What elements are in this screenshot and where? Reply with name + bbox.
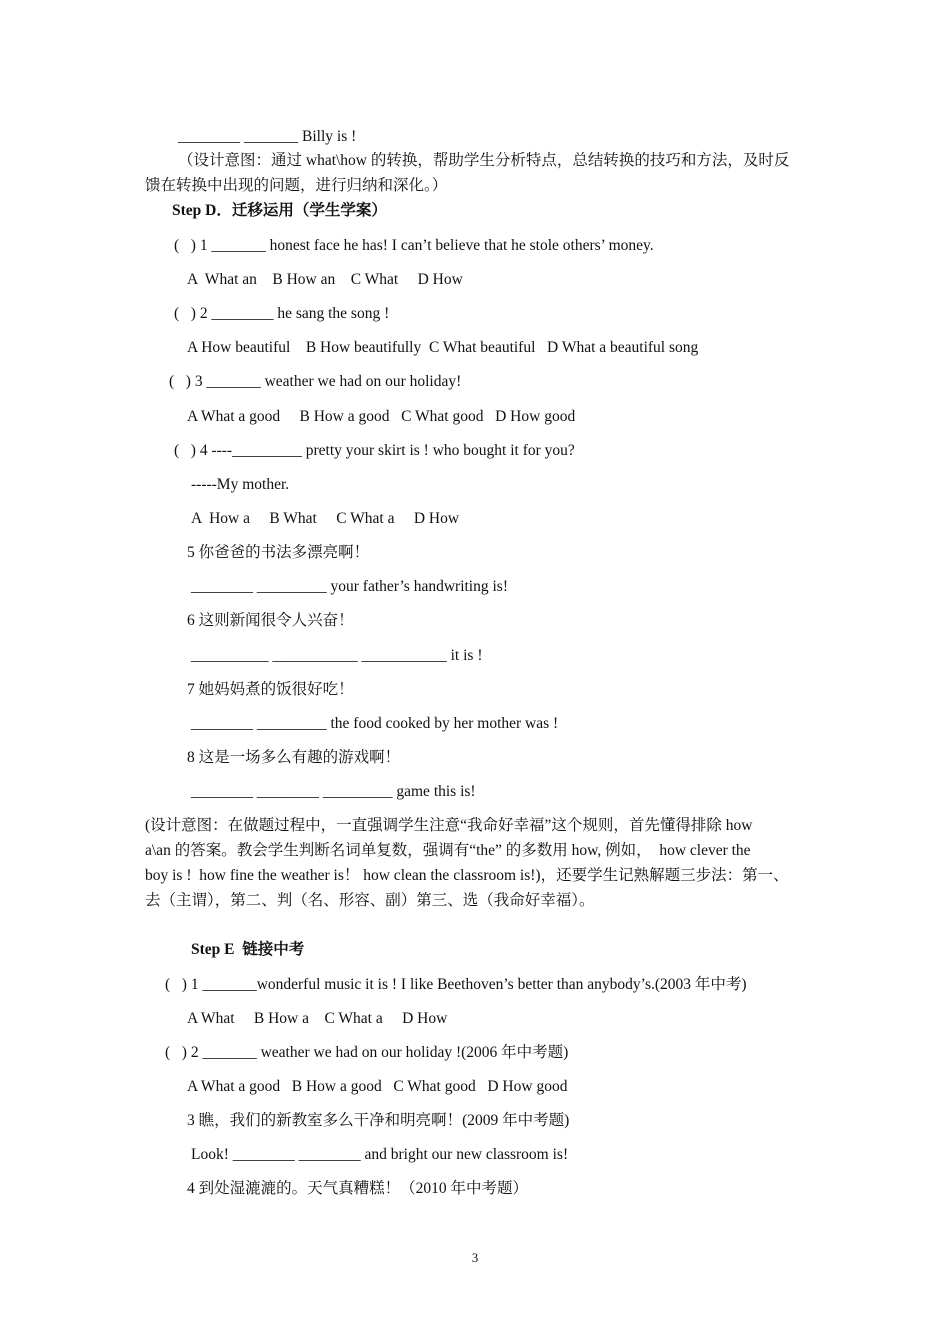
question-1: ( ) 1 _______ honest face he has! I can’t believe that he stole others’ money. xyxy=(174,237,654,254)
blank-6: __________ ___________ ___________ it is ! xyxy=(191,647,483,664)
question-3: ( ) 3 _______ weather we had on our holiday! xyxy=(169,373,462,390)
blank-8: ________ ________ _________ game this is! xyxy=(191,783,476,800)
translation-5: 5 你爸爸的书法多漂亮啊！ xyxy=(187,544,370,561)
design-intent-paragraph: a\an 的答案。教会学生判断名词单复数，强调有“the” 的多数用 how, 例如， how clever the xyxy=(145,842,751,859)
options-1: A What an B How an C What D How xyxy=(187,271,463,288)
design-intent-paragraph: boy is ! how fine the weather is！ how clean the classroom is!)，还要学生记熟解题三步法：第一、 xyxy=(145,867,789,884)
section-heading-step-d: Step D．迁移运用（学生学案） xyxy=(172,202,387,219)
exam-question-4: 4 到处湿漉漉的。天气真糟糕！（2010 年中考题） xyxy=(187,1180,529,1197)
question-4-answer: -----My mother. xyxy=(191,476,290,493)
blank-5: ________ _________ your father’s handwriting is! xyxy=(191,578,508,595)
design-intent-note: （设计意图：通过 what\how 的转换，帮助学生分析特点，总结转换的技巧和方法，及时反 xyxy=(178,152,790,169)
translation-7: 7 她妈妈煮的饭很好吃！ xyxy=(187,681,354,698)
answer-blank-line: ________ _______ Billy is ! xyxy=(178,128,357,145)
section-heading-step-e: Step E 链接中考 xyxy=(191,941,305,958)
translation-6: 6 这则新闻很令人兴奋！ xyxy=(187,612,354,629)
exam-question-3: 3 瞧，我们的新教室多么干净和明亮啊！(2009 年中考题) xyxy=(187,1112,570,1129)
exam-options-2: A What a good B How a good C What good D How good xyxy=(187,1078,568,1095)
exam-question-2: ( ) 2 _______ weather we had on our holiday !(2006 年中考题) xyxy=(165,1044,569,1061)
options-4: A How a B What C What a D How xyxy=(191,510,460,527)
exam-question-1: ( ) 1 _______wonderful music it is ! I like Beethoven’s better than anybody’s.(2003 年中考) xyxy=(165,976,747,993)
exam-options-1: A What B How a C What a D How xyxy=(187,1010,448,1027)
options-2: A How beautiful B How beautifully C What beautiful D What a beautiful song xyxy=(187,339,699,356)
design-intent-paragraph: (设计意图：在做题过程中，一直强调学生注意“我命好幸福”这个规则，首先懂得排除 how xyxy=(145,817,753,834)
design-intent-note-cont: 馈在转换中出现的问题，进行归纳和深化。） xyxy=(145,177,448,194)
page-number: 3 xyxy=(471,1250,479,1265)
translation-8: 8 这是一场多么有趣的游戏啊！ xyxy=(187,749,401,766)
options-3: A What a good B How a good C What good D How good xyxy=(187,408,576,425)
design-intent-paragraph: 去（主谓），第二、判（名、形容、副）第三、选（我命好幸福）。 xyxy=(145,892,595,909)
question-2: ( ) 2 ________ he sang the song ! xyxy=(174,305,390,322)
exam-blank-3: Look! ________ ________ and bright our new classroom is! xyxy=(191,1146,569,1163)
blank-7: ________ _________ the food cooked by her mother was ! xyxy=(191,715,559,732)
question-4: ( ) 4 ----_________ pretty your skirt is ! who bought it for you? xyxy=(174,442,575,459)
